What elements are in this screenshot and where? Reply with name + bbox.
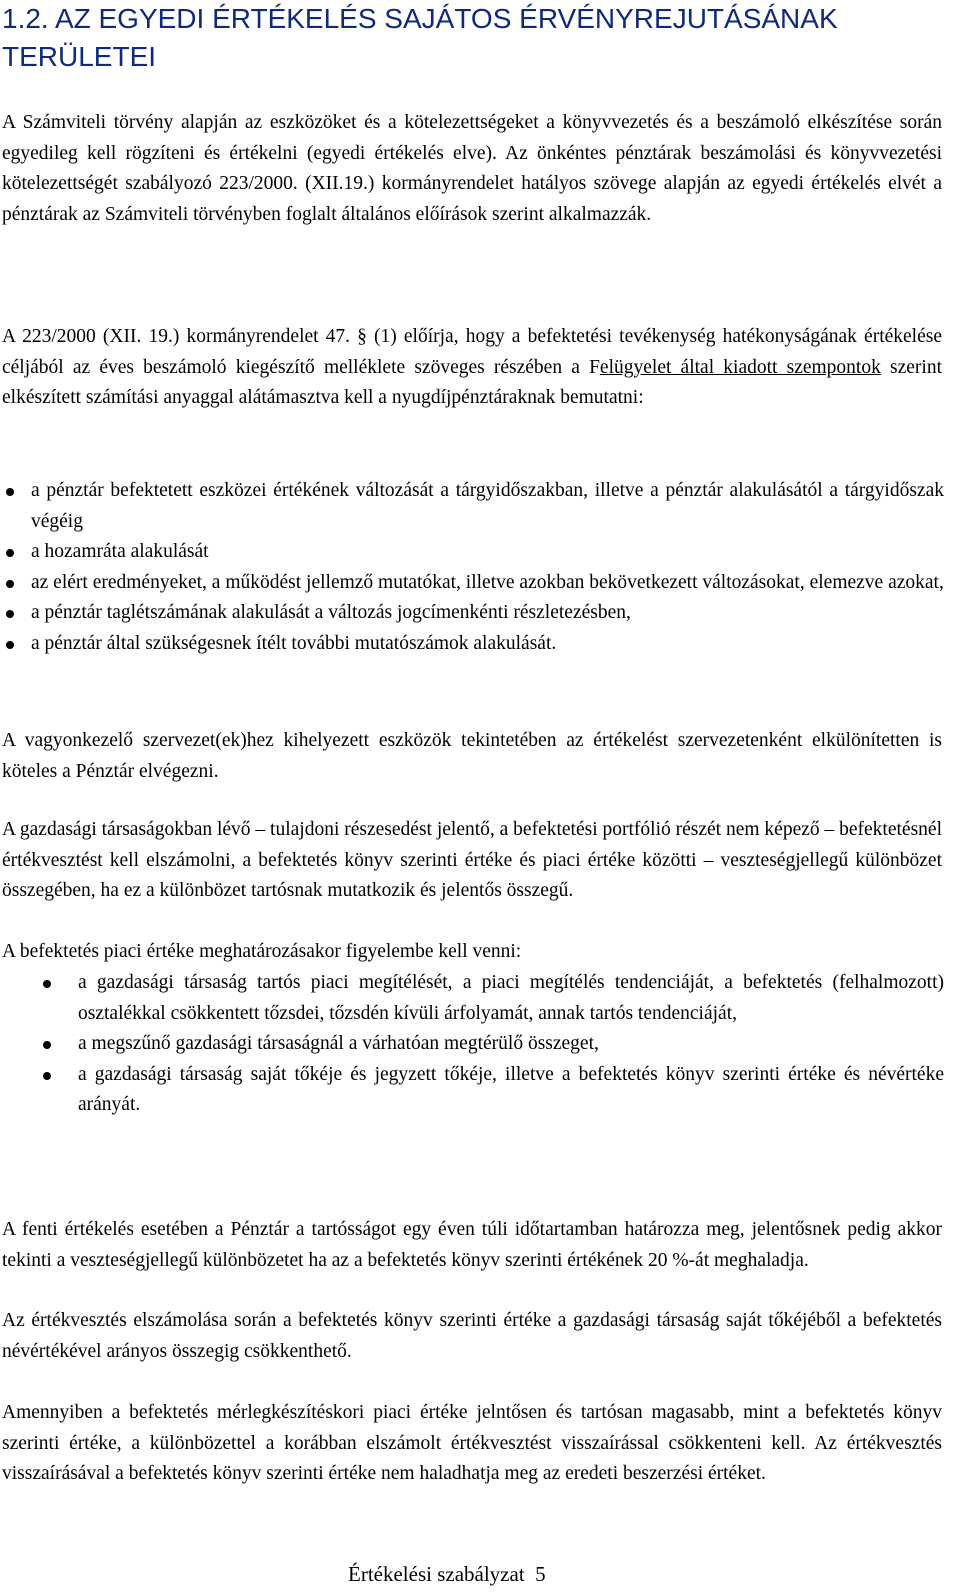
- list-item-text: a megszűnő gazdasági társaságnál a várhatóan megtérülő összeget,: [78, 1033, 599, 1054]
- bullet-list-market-value: [2, 968, 944, 1121]
- list-item: [2, 476, 944, 537]
- bullet-icon: [43, 980, 51, 988]
- list-item: [2, 1029, 944, 1060]
- paragraph-regulation-text-a: A 223/2000 (XII. 19.) kormányrendelet 47. § (1) előírja, hogy a befektetési tevékenység hatékonyságának értékelése céljából az éves beszámoló kiegészítő melléklete szöveges részében a F: [2, 326, 942, 378]
- bullet-icon: [43, 1072, 51, 1080]
- paragraph-intro: A Számviteli törvény alapján az eszközöket és a kötelezettségeket a könyvvezetés és a beszámoló elkészítése során egyedileg kell rögzíteni és értékelni (egyedi értékelés elve). Az önkéntes pénztárak beszámolási és könyvvezetési kötelezettségét szabályozó 223/2000. (XII.19.) kormányrendelet hatályos szövege alapján az egyedi értékelés elvét a pénztárak az Számviteli törvényben foglalt általános előírások szerint alkalmazzák.: [2, 112, 942, 225]
- paragraph-regulation-text-b: szerint elkészített számítási anyaggal alátámasztva kell a nyugdíjpénztáraknak bemutatni:: [2, 356, 942, 408]
- paragraph-impairment: A gazdasági társaságokban lévő – tulajdoni részesedést jelentő, a befektetési portfólió részét nem képező – befektetésnél értékvesztést kell elszámolni, a befektetés könyv szerinti értéke és piaci értéke közötti – veszteségjellegű különbözet összegében, ha ez a különbözet tartósnak mutatkozik és jelentős összegű.: [2, 819, 942, 901]
- list-item: [2, 598, 944, 629]
- bullet-list-indicators: [2, 476, 944, 659]
- list-item: [2, 568, 944, 599]
- bullet-icon: [6, 610, 14, 618]
- bullet-icon: [6, 549, 14, 557]
- list-item-text: a hozamráta alakulását: [31, 541, 209, 562]
- list-item-text: a pénztár által szükségesnek ítélt további mutatószámok alakulását.: [31, 632, 557, 654]
- list-item-text: a gazdasági társaság saját tőkéje és jegyzett tőkéje, illetve a befektetés könyv szerinti értéke és névértéke arányát.: [78, 1063, 944, 1115]
- list-item: [2, 968, 944, 1029]
- list-item: [2, 537, 944, 568]
- paragraph-threshold: A fenti értékelés esetében a Pénztár a tartósságot egy éven túli időtartamban határozza meg, jelentősnek pedig akkor tekinti a veszteségjellegű különbözetet ha az a befektetés könyv szerinti értékének 20 %-át meghaladja.: [2, 1219, 942, 1271]
- paragraph-regulation: [2, 322, 942, 414]
- list-item-text: a pénztár befektetett eszközei értékének változását a tárgyidőszakban, illetve a pénztár alakulásától a tárgyidőszak végéig: [31, 480, 944, 532]
- bullet-icon: [6, 488, 14, 496]
- page-footer: Értékelési szabályzat 5: [348, 1562, 546, 1586]
- list-item: [2, 629, 944, 660]
- paragraph-market-value: A befektetés piaci értéke meghatározásakor figyelembe kell venni:: [2, 941, 522, 962]
- bullet-icon: [43, 1041, 51, 1049]
- bullet-icon: [6, 580, 14, 588]
- list-item-text: a pénztár taglétszámának alakulását a változás jogcímenkénti részletezésben,: [31, 602, 631, 623]
- list-item: [2, 1060, 944, 1121]
- list-item-text: az elért eredményeket, a működést jellemző mutatókat, illetve azokban bekövetkezett változásokat, elemezve azokat,: [31, 571, 944, 593]
- bullet-icon: [6, 641, 14, 649]
- paragraph-accounting: Az értékvesztés elszámolása során a befektetés könyv szerinti értéke a gazdasági társaság saját tőkéjéből a befektetés névértékével arányos összegig csökkenthető.: [2, 1310, 942, 1362]
- section-heading: 1.2. AZ EGYEDI ÉRTÉKELÉS SAJÁTOS ÉRVÉNYREJUTÁSÁNAK TERÜLETEI: [2, 3, 838, 72]
- paragraph-reversal: Amennyiben a befektetés mérlegkészítéskori piaci értéke jelntősen és tartósan magasabb, mint a befektetés könyv szerinti értéke, a különbözettel a korábban elszámolt értékvesztést visszaírással csökkenteni kell. Az értékvesztés visszaírásával a befektetés könyv szerinti értéke nem haladhatja meg az eredeti beszerzési értéket.: [2, 1402, 942, 1484]
- paragraph-asset-managers: A vagyonkezelő szervezet(ek)hez kihelyezett eszközök tekintetében az értékelést szervezetenként elkülönítetten is köteles a Pénztár elvégezni.: [2, 730, 942, 782]
- underlined-phrase: elügyelet által kiadott szempontok: [599, 356, 881, 378]
- list-item-text: a gazdasági társaság tartós piaci megítélését, a piaci megítélés tendenciáját, a befektetés (felhalmozott) osztalékkal csökkentett tőzsdei, tőzsdén kívüli árfolyamát, annak tartós tendenciáját,: [78, 972, 944, 1024]
